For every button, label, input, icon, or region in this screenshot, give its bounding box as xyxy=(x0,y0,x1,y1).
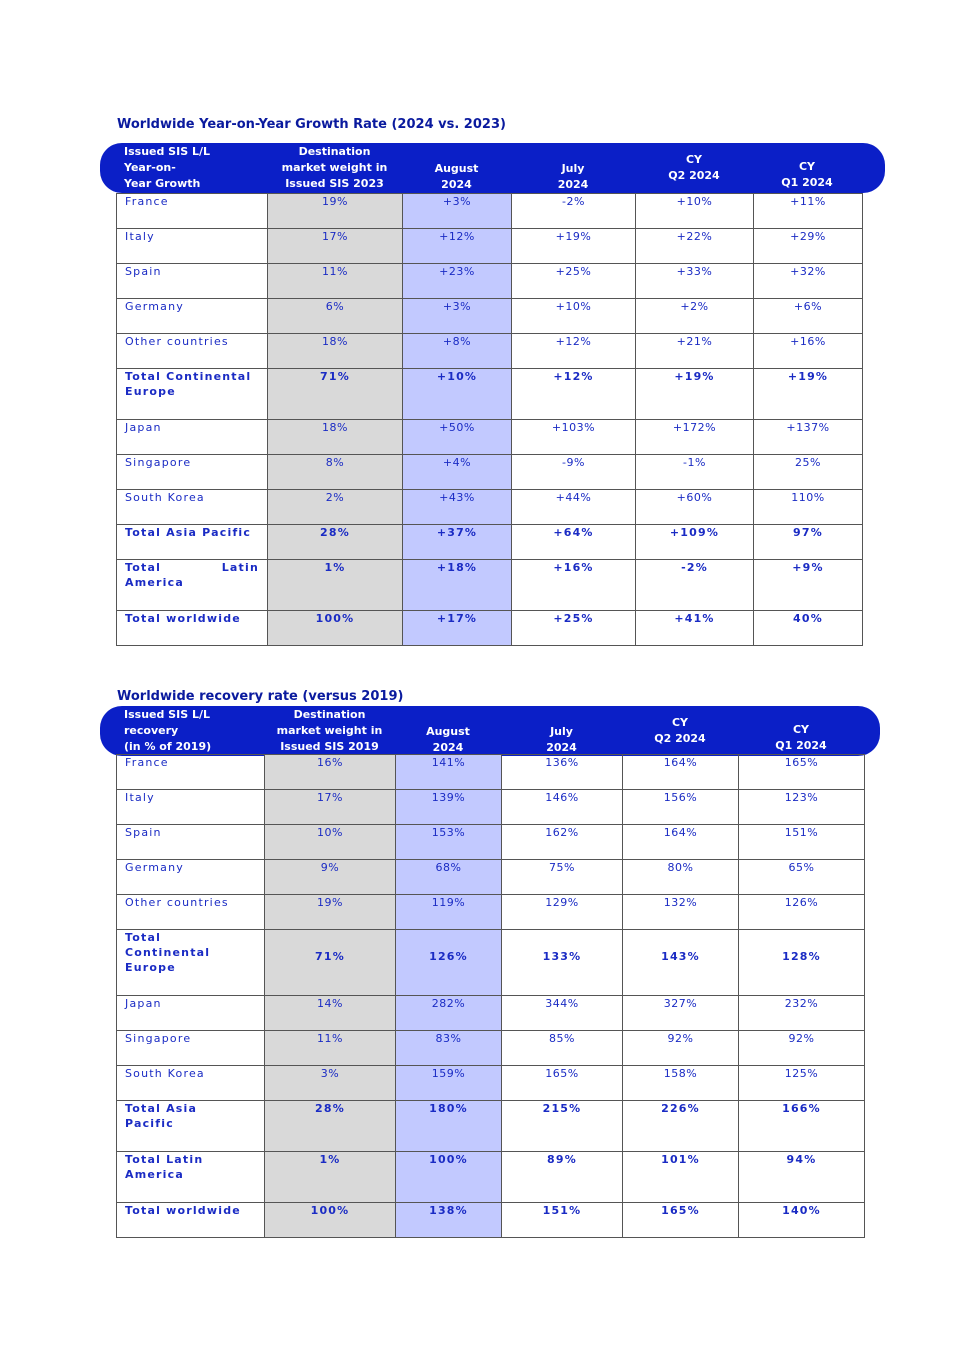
value-cell: 128% xyxy=(739,930,865,996)
value-cell: 140% xyxy=(739,1203,865,1238)
value-cell: 327% xyxy=(623,996,739,1031)
table1-header-july: July 2024 xyxy=(557,162,589,191)
row-label: Spain xyxy=(117,264,268,299)
value-cell: +25% xyxy=(512,611,636,646)
row-label: Total Continental Europe xyxy=(117,369,268,420)
table-row xyxy=(117,229,863,264)
row-label: Japan xyxy=(117,996,265,1031)
value-cell: +44% xyxy=(512,490,636,525)
table-row xyxy=(117,790,865,825)
value-cell: 166% xyxy=(739,1101,865,1152)
value-cell: +2% xyxy=(636,299,754,334)
value-cell: 11% xyxy=(268,264,403,299)
table-row xyxy=(117,525,863,560)
value-cell: +16% xyxy=(512,560,636,611)
value-cell: 28% xyxy=(265,1101,396,1152)
value-cell: 6% xyxy=(268,299,403,334)
table1-header-august: August 2024 xyxy=(434,162,479,191)
value-cell: 1% xyxy=(265,1152,396,1203)
value-cell: 19% xyxy=(265,895,396,930)
value-cell: +103% xyxy=(512,420,636,455)
value-cell: 17% xyxy=(268,229,403,264)
value-cell: 71% xyxy=(268,369,403,420)
value-cell: 18% xyxy=(268,334,403,369)
value-cell: 123% xyxy=(739,790,865,825)
table-row xyxy=(117,455,863,490)
value-cell: 14% xyxy=(265,996,396,1031)
value-cell: 164% xyxy=(623,825,739,860)
row-label: Germany xyxy=(117,299,268,334)
value-cell: +8% xyxy=(403,334,512,369)
value-cell: 151% xyxy=(502,1203,623,1238)
value-cell: 85% xyxy=(502,1031,623,1066)
value-cell: 180% xyxy=(396,1101,502,1152)
value-cell: 75% xyxy=(502,860,623,895)
value-cell: 2% xyxy=(268,490,403,525)
value-cell: 17% xyxy=(265,790,396,825)
table1-title: Worldwide Year-on-Year Growth Rate (2024 vs. 2023) xyxy=(117,117,506,132)
value-cell: +37% xyxy=(403,525,512,560)
value-cell: 146% xyxy=(502,790,623,825)
table1-header-weight: Destination market weight in Issued SIS 2023 xyxy=(281,145,388,190)
value-cell: 9% xyxy=(265,860,396,895)
value-cell: 126% xyxy=(396,930,502,996)
value-cell: +50% xyxy=(403,420,512,455)
table1-body xyxy=(117,194,863,646)
row-label: France xyxy=(117,194,268,229)
table-row xyxy=(117,996,865,1031)
row-label: Japan xyxy=(117,420,268,455)
value-cell: 136% xyxy=(502,755,623,790)
row-label: Italy xyxy=(117,790,265,825)
value-cell: 110% xyxy=(754,490,863,525)
row-label: Total Asia Pacific xyxy=(117,525,268,560)
table-row xyxy=(117,299,863,334)
value-cell: +23% xyxy=(403,264,512,299)
value-cell: 100% xyxy=(268,611,403,646)
value-cell: +25% xyxy=(512,264,636,299)
value-cell: +19% xyxy=(512,229,636,264)
value-cell: 226% xyxy=(623,1101,739,1152)
value-cell: +10% xyxy=(636,194,754,229)
value-cell: +3% xyxy=(403,299,512,334)
value-cell: +19% xyxy=(636,369,754,420)
value-cell: +10% xyxy=(403,369,512,420)
table-row xyxy=(117,895,865,930)
value-cell: 165% xyxy=(623,1203,739,1238)
value-cell: +33% xyxy=(636,264,754,299)
row-label: Total Continental Europe xyxy=(117,930,265,996)
value-cell: -9% xyxy=(512,455,636,490)
value-cell: 89% xyxy=(502,1152,623,1203)
value-cell: +32% xyxy=(754,264,863,299)
value-cell: +18% xyxy=(403,560,512,611)
value-cell: 164% xyxy=(623,755,739,790)
value-cell: 28% xyxy=(268,525,403,560)
value-cell: 159% xyxy=(396,1066,502,1101)
value-cell: +29% xyxy=(754,229,863,264)
value-cell: -2% xyxy=(512,194,636,229)
table1 xyxy=(116,193,863,646)
table-row xyxy=(117,1152,865,1203)
table-row xyxy=(117,1066,865,1101)
table-row xyxy=(117,194,863,229)
value-cell: 10% xyxy=(265,825,396,860)
value-cell: 3% xyxy=(265,1066,396,1101)
value-cell: 40% xyxy=(754,611,863,646)
value-cell: +12% xyxy=(512,334,636,369)
value-cell: 92% xyxy=(623,1031,739,1066)
value-cell: 83% xyxy=(396,1031,502,1066)
value-cell: 65% xyxy=(739,860,865,895)
table1-header-q2: CY Q2 2024 xyxy=(668,153,720,182)
row-label: South Korea xyxy=(117,490,268,525)
table1-header-q1: CY Q1 2024 xyxy=(781,160,833,189)
table2-header-label: Issued SIS L/L recovery (in % of 2019) xyxy=(124,708,212,753)
value-cell: +137% xyxy=(754,420,863,455)
value-cell: 165% xyxy=(739,755,865,790)
table-row xyxy=(117,490,863,525)
value-cell: 162% xyxy=(502,825,623,860)
row-label: Singapore xyxy=(117,455,268,490)
row-label: Italy xyxy=(117,229,268,264)
table2-title: Worldwide recovery rate (versus 2019) xyxy=(117,689,404,704)
value-cell: 1% xyxy=(268,560,403,611)
table-row xyxy=(117,611,863,646)
value-cell: 101% xyxy=(623,1152,739,1203)
value-cell: 344% xyxy=(502,996,623,1031)
value-cell: 215% xyxy=(502,1101,623,1152)
value-cell: 126% xyxy=(739,895,865,930)
value-cell: 141% xyxy=(396,755,502,790)
table-row xyxy=(117,264,863,299)
table2-header-july: July 2024 xyxy=(546,725,577,754)
value-cell: +64% xyxy=(512,525,636,560)
row-label: South Korea xyxy=(117,1066,265,1101)
table-row xyxy=(117,930,865,996)
table2-header-q1: CY Q1 2024 xyxy=(775,723,827,752)
value-cell: +3% xyxy=(403,194,512,229)
value-cell: +10% xyxy=(512,299,636,334)
value-cell: 11% xyxy=(265,1031,396,1066)
value-cell: +6% xyxy=(754,299,863,334)
row-label: Singapore xyxy=(117,1031,265,1066)
value-cell: +4% xyxy=(403,455,512,490)
value-cell: +16% xyxy=(754,334,863,369)
table-row xyxy=(117,1203,865,1238)
value-cell: -2% xyxy=(636,560,754,611)
row-label: Spain xyxy=(117,825,265,860)
value-cell: 94% xyxy=(739,1152,865,1203)
table-row xyxy=(117,755,865,790)
table-row xyxy=(117,1101,865,1152)
value-cell: 92% xyxy=(739,1031,865,1066)
row-label: France xyxy=(117,755,265,790)
value-cell: 100% xyxy=(265,1203,396,1238)
row-label: Other countries xyxy=(117,895,265,930)
value-cell: 18% xyxy=(268,420,403,455)
value-cell: 97% xyxy=(754,525,863,560)
value-cell: 80% xyxy=(623,860,739,895)
value-cell: 151% xyxy=(739,825,865,860)
row-label: Germany xyxy=(117,860,265,895)
value-cell: 71% xyxy=(265,930,396,996)
table1-header-bar xyxy=(100,143,885,193)
value-cell: 133% xyxy=(502,930,623,996)
table-row xyxy=(117,560,863,611)
value-cell: 153% xyxy=(396,825,502,860)
value-cell: +41% xyxy=(636,611,754,646)
row-label: Total worldwide xyxy=(117,611,268,646)
value-cell: 8% xyxy=(268,455,403,490)
table2-header-august: August 2024 xyxy=(426,725,470,754)
value-cell: 143% xyxy=(623,930,739,996)
value-cell: 16% xyxy=(265,755,396,790)
row-label: Total worldwide xyxy=(117,1203,265,1238)
value-cell: 68% xyxy=(396,860,502,895)
value-cell: +19% xyxy=(754,369,863,420)
table-row xyxy=(117,334,863,369)
table2-header-bar xyxy=(100,706,880,756)
table2-header-q2: CY Q2 2024 xyxy=(654,716,706,745)
value-cell: 232% xyxy=(739,996,865,1031)
value-cell: 165% xyxy=(502,1066,623,1101)
table2 xyxy=(116,754,865,1238)
value-cell: +60% xyxy=(636,490,754,525)
value-cell: 119% xyxy=(396,895,502,930)
value-cell: 129% xyxy=(502,895,623,930)
value-cell: +9% xyxy=(754,560,863,611)
table-row xyxy=(117,1031,865,1066)
value-cell: 25% xyxy=(754,455,863,490)
value-cell: 158% xyxy=(623,1066,739,1101)
value-cell: +22% xyxy=(636,229,754,264)
value-cell: 156% xyxy=(623,790,739,825)
table-row xyxy=(117,825,865,860)
value-cell: +12% xyxy=(403,229,512,264)
table1-header-label: Issued SIS L/L Year-on- Year Growth xyxy=(124,145,210,190)
row-label: Other countries xyxy=(117,334,268,369)
table-row xyxy=(117,420,863,455)
table-row xyxy=(117,860,865,895)
table2-body xyxy=(117,755,865,1238)
value-cell: 138% xyxy=(396,1203,502,1238)
value-cell: +11% xyxy=(754,194,863,229)
value-cell: 282% xyxy=(396,996,502,1031)
value-cell: +43% xyxy=(403,490,512,525)
value-cell: +109% xyxy=(636,525,754,560)
value-cell: 19% xyxy=(268,194,403,229)
table-row xyxy=(117,369,863,420)
value-cell: +17% xyxy=(403,611,512,646)
value-cell: 125% xyxy=(739,1066,865,1101)
table2-header-weight: Destination market weight in Issued SIS 2019 xyxy=(276,708,383,753)
row-label: Total Asia Pacific xyxy=(117,1101,265,1152)
row-label: Total Latin America xyxy=(117,1152,265,1203)
value-cell: +12% xyxy=(512,369,636,420)
value-cell: 100% xyxy=(396,1152,502,1203)
value-cell: +172% xyxy=(636,420,754,455)
value-cell: -1% xyxy=(636,455,754,490)
value-cell: +21% xyxy=(636,334,754,369)
value-cell: 132% xyxy=(623,895,739,930)
row-label: Total Latin America xyxy=(117,560,268,611)
value-cell: 139% xyxy=(396,790,502,825)
